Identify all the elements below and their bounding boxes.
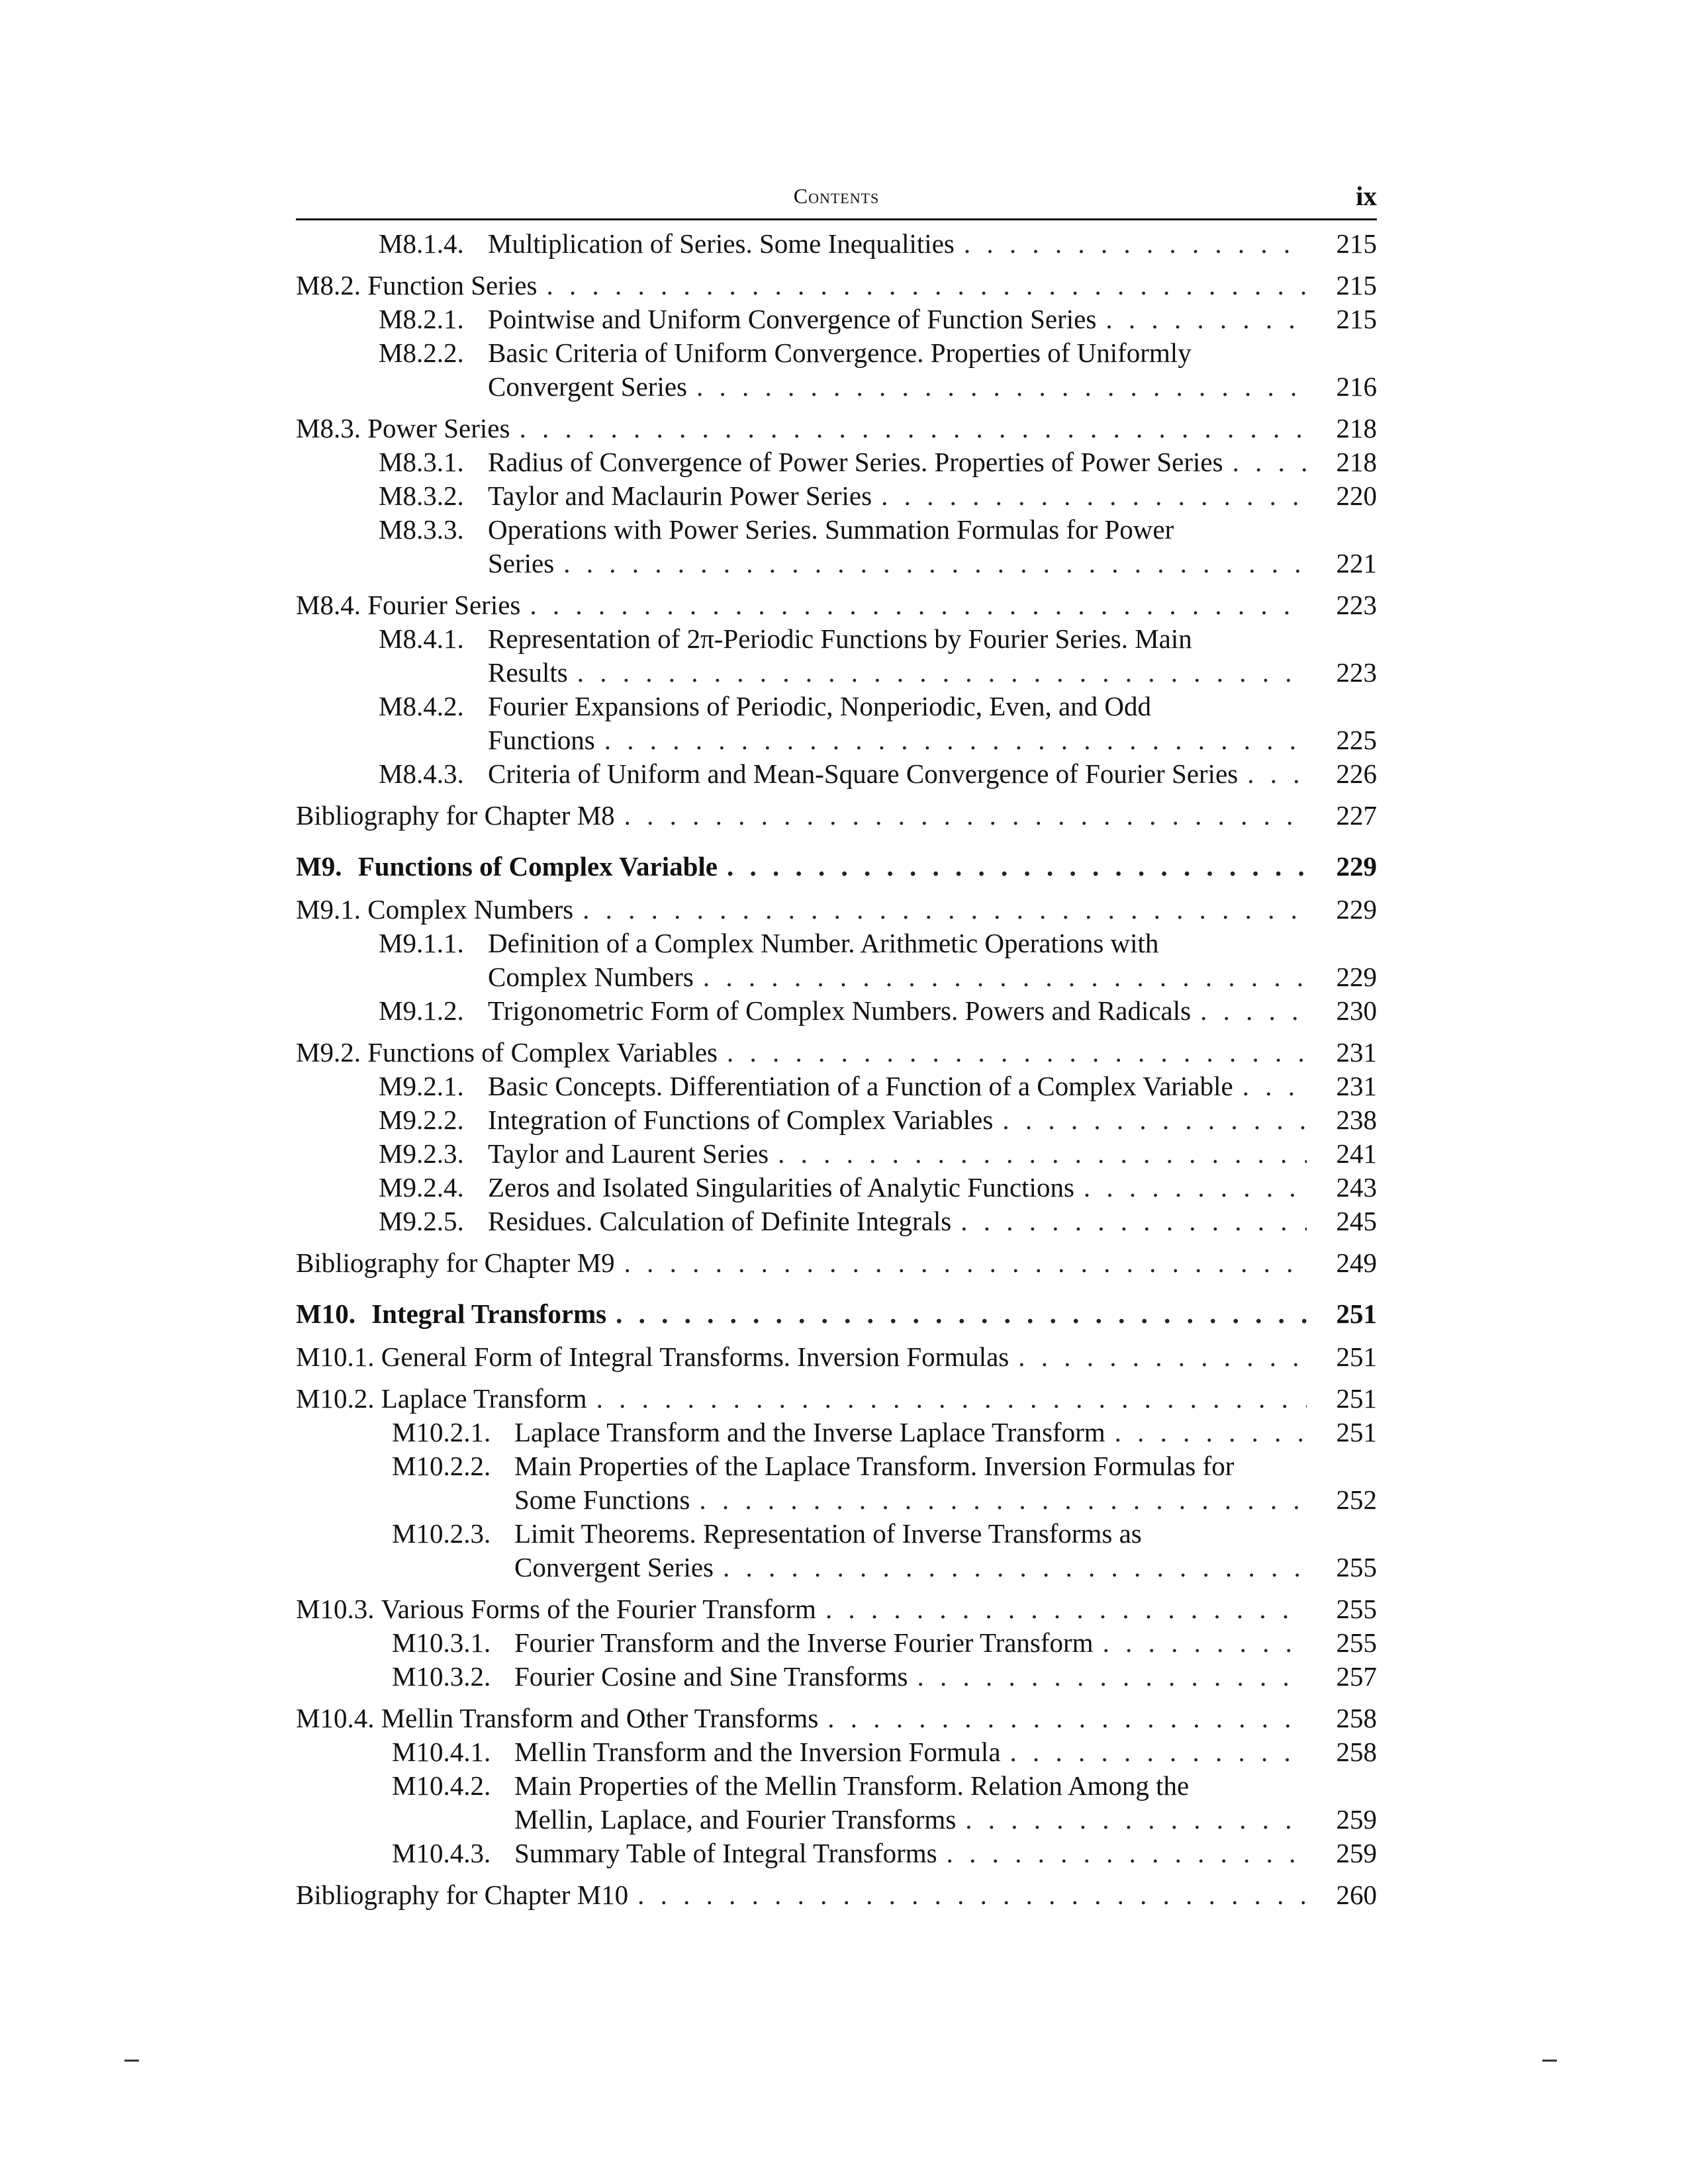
- toc-entry-code: M9.2.1.: [379, 1071, 464, 1101]
- toc-entry-page: 260: [1336, 1880, 1377, 1910]
- toc-entry-text: [488, 1205, 1327, 1238]
- toc-entry-code: M10.4.: [296, 1703, 381, 1733]
- toc-entry-code: M10.2.2.: [392, 1451, 491, 1481]
- leader-dots: [1233, 445, 1307, 479]
- toc-entry-text: [488, 757, 1327, 791]
- toc-entry-title: Bibliography for Chapter M10: [296, 1880, 629, 1910]
- toc-entry[interactable]: [296, 1769, 1377, 1837]
- toc-entry-code: M8.4.3.: [379, 758, 464, 789]
- toc-entry-text: [488, 994, 1327, 1028]
- toc-entry[interactable]: [296, 412, 1377, 445]
- toc-entry-title-line2: Convergent Series: [488, 371, 687, 402]
- toc-entry-title: Zeros and Isolated Singularities of Analytic Functions: [488, 1172, 1074, 1203]
- toc-entry-code: M8.2.1.: [379, 304, 464, 334]
- toc-entry[interactable]: [296, 1036, 1377, 1069]
- toc-entry-text: [367, 588, 1327, 622]
- toc-entry-code: M8.3.1.: [379, 447, 464, 477]
- leader-dots: [727, 850, 1307, 884]
- toc-entry[interactable]: [296, 1246, 1377, 1280]
- leader-dots: [577, 656, 1307, 690]
- toc-entry-page: 255: [1336, 1552, 1377, 1582]
- toc-entry-title-line2-wrap: [488, 370, 1327, 404]
- toc-entry[interactable]: [296, 893, 1377, 927]
- toc-entry-text: [514, 1837, 1327, 1870]
- toc-entry-page: 243: [1336, 1172, 1377, 1203]
- toc-entry-text: [358, 850, 1327, 884]
- leader-dots: [1103, 1626, 1307, 1660]
- leader-dots: [637, 1878, 1307, 1912]
- toc-entry-title: Residues. Calculation of Definite Integrals: [488, 1206, 952, 1236]
- toc-entry-code: M8.1.4.: [379, 228, 464, 259]
- toc-entry-text: [381, 1382, 1327, 1416]
- leader-dots: [965, 1803, 1307, 1837]
- toc-entry-text: [488, 927, 1327, 994]
- toc-entry-title-line2: Results: [488, 657, 568, 688]
- toc-entry-text: [367, 1036, 1327, 1069]
- toc-entry-page: 218: [1336, 413, 1377, 443]
- toc-entry-page: 258: [1336, 1737, 1377, 1767]
- toc-entry[interactable]: [296, 302, 1377, 336]
- toc-entry[interactable]: [296, 1205, 1377, 1238]
- toc-entry-page: 258: [1336, 1703, 1377, 1733]
- toc-entry-text: [488, 1103, 1327, 1137]
- toc-entry-code: M9.1.: [296, 894, 368, 925]
- toc-entry-text: [381, 1340, 1327, 1374]
- toc-entry-page: 223: [1336, 657, 1377, 688]
- toc-entry-text: [296, 799, 1327, 833]
- leader-dots: [1002, 1103, 1307, 1137]
- toc-entry-text: [488, 513, 1327, 580]
- toc-entry-text: [488, 479, 1327, 513]
- toc-entry-page: 251: [1336, 1342, 1377, 1372]
- leader-dots: [616, 1297, 1307, 1331]
- toc-entry[interactable]: [296, 850, 1377, 884]
- toc-entry-title: Laplace Transform and the Inverse Laplace Transform: [514, 1417, 1105, 1447]
- toc-entry-text: [367, 893, 1327, 927]
- toc-entry-page: 249: [1336, 1248, 1377, 1278]
- toc-entry-title-line2: Complex Numbers: [488, 962, 694, 992]
- toc-entry-text: [381, 1592, 1327, 1626]
- toc-entry-text: [488, 690, 1327, 757]
- toc-entry-text: [381, 1702, 1327, 1735]
- leader-dots: [917, 1660, 1307, 1694]
- toc-entry-title-line1: Representation of 2π-Periodic Functions by Fourier Series. Main: [488, 623, 1192, 654]
- toc-entry[interactable]: [296, 269, 1377, 302]
- toc-entry-code: M8.3.3.: [379, 514, 464, 545]
- toc-entry-text: [514, 1517, 1327, 1584]
- toc-entry-page: 252: [1336, 1484, 1377, 1515]
- toc-entry-page: 255: [1336, 1594, 1377, 1624]
- leader-dots: [778, 1137, 1307, 1171]
- toc-entry-title-line1: Basic Criteria of Uniform Convergence. Properties of Uniformly: [488, 338, 1192, 368]
- toc-entry-text: [514, 1735, 1327, 1769]
- toc-entry-text: [488, 302, 1327, 336]
- toc-entry-page: 231: [1336, 1071, 1377, 1101]
- toc-entry-title-line2-wrap: [488, 547, 1327, 580]
- toc-entry[interactable]: [296, 1103, 1377, 1137]
- leader-dots: [699, 1483, 1307, 1517]
- leader-dots: [727, 1036, 1307, 1069]
- toc-entry-page: 238: [1336, 1105, 1377, 1135]
- toc-entry[interactable]: [296, 1382, 1377, 1416]
- toc-entry-title: Trigonometric Form of Complex Numbers. Powers and Radicals: [488, 995, 1192, 1026]
- toc-entry-page: 257: [1336, 1661, 1377, 1692]
- toc-entry-title-line2: Mellin, Laplace, and Fourier Transforms: [514, 1804, 957, 1835]
- toc-entry-code: M10.3.: [296, 1594, 381, 1624]
- toc-entry[interactable]: [296, 445, 1377, 479]
- toc-entry-title: Integral Transforms: [371, 1298, 607, 1329]
- toc-entry[interactable]: [296, 1626, 1377, 1660]
- toc-entry-title-line2-wrap: [488, 723, 1327, 757]
- running-header: [296, 177, 1377, 220]
- leader-dots: [703, 960, 1307, 994]
- toc-entry[interactable]: [296, 1069, 1377, 1103]
- toc-entry-title: Power Series: [367, 413, 510, 443]
- toc-entry-page: 218: [1336, 447, 1377, 477]
- toc-entry-title: Mellin Transform and Other Transforms: [381, 1703, 819, 1733]
- toc-entry-title-line1: Definition of a Complex Number. Arithmetic Operations with: [488, 928, 1159, 958]
- toc-entry[interactable]: [296, 1416, 1377, 1449]
- toc-entry-title: Complex Numbers: [367, 894, 574, 925]
- toc-entry-text: [488, 445, 1327, 479]
- toc-entry-title: Pointwise and Uniform Convergence of Function Series: [488, 304, 1097, 334]
- toc-entry-code: M9.1.2.: [379, 995, 464, 1026]
- toc-entry-title-line2-wrap: [514, 1483, 1327, 1517]
- toc-entry-code: M10.2.3.: [392, 1518, 491, 1549]
- toc-entry-text: [488, 336, 1327, 404]
- toc-entry[interactable]: [296, 1702, 1377, 1735]
- toc-entry-text: [514, 1416, 1327, 1449]
- toc-entry[interactable]: [296, 690, 1377, 757]
- leader-dots: [964, 227, 1307, 261]
- toc-entry-code: M10.3.2.: [392, 1661, 491, 1692]
- toc-entry-page: 251: [1336, 1383, 1377, 1414]
- leader-dots: [696, 370, 1307, 404]
- header-page-number: ix: [1356, 181, 1377, 211]
- toc-entry-page: 223: [1336, 590, 1377, 620]
- toc-entry[interactable]: [296, 1735, 1377, 1769]
- toc-entry-page: 231: [1336, 1037, 1377, 1068]
- toc-entry-title: Function Series: [367, 270, 538, 300]
- toc-entry-code: M8.2.: [296, 270, 368, 300]
- toc-entry[interactable]: [296, 1878, 1377, 1912]
- table-of-contents: [296, 227, 1377, 1912]
- toc-entry-code: M8.4.2.: [379, 691, 464, 721]
- toc-entry-code: M9.: [296, 851, 349, 882]
- toc-entry[interactable]: [296, 1449, 1377, 1517]
- toc-entry-title-line2-wrap: [488, 960, 1327, 994]
- toc-entry[interactable]: [296, 513, 1377, 580]
- leader-dots: [563, 547, 1307, 580]
- toc-entry-title: Basic Concepts. Differentiation of a Function of a Complex Variable: [488, 1071, 1233, 1101]
- toc-entry-text: [514, 1449, 1327, 1517]
- toc-entry-title: Laplace Transform: [381, 1383, 587, 1414]
- toc-entry-page: 225: [1336, 725, 1377, 755]
- toc-entry-code: M8.3.2.: [379, 480, 464, 511]
- toc-entry-title: Fourier Cosine and Sine Transforms: [514, 1661, 908, 1692]
- toc-entry-code: M9.1.1.: [379, 928, 464, 958]
- toc-entry-page: 229: [1336, 962, 1377, 992]
- toc-entry-code: M8.3.: [296, 413, 368, 443]
- toc-entry[interactable]: [296, 1592, 1377, 1626]
- toc-entry-page: 230: [1336, 995, 1377, 1026]
- toc-entry[interactable]: [296, 1297, 1377, 1331]
- toc-entry-code: M10.4.1.: [392, 1737, 491, 1767]
- leader-dots: [1084, 1171, 1307, 1205]
- leader-dots: [596, 1382, 1307, 1416]
- toc-entry-code: M10.4.3.: [392, 1838, 491, 1868]
- crop-mark-left: [124, 2060, 139, 2062]
- toc-entry-text: [488, 227, 1327, 261]
- toc-entry-title: Integration of Functions of Complex Variables: [488, 1105, 994, 1135]
- toc-entry-title-line2-wrap: [488, 656, 1327, 690]
- toc-entry-page: 245: [1336, 1206, 1377, 1236]
- toc-entry-title: Bibliography for Chapter M8: [296, 800, 615, 831]
- toc-entry-text: [371, 1297, 1327, 1331]
- leader-dots: [961, 1205, 1307, 1238]
- toc-entry-title-line2-wrap: [514, 1551, 1327, 1584]
- toc-entry-page: 220: [1336, 480, 1377, 511]
- toc-entry[interactable]: [296, 227, 1377, 261]
- leader-dots: [583, 893, 1307, 927]
- toc-entry[interactable]: [296, 1837, 1377, 1870]
- toc-entry-code: M9.2.3.: [379, 1138, 464, 1169]
- leader-dots: [1018, 1340, 1307, 1374]
- toc-entry-title: General Form of Integral Transforms. Inversion Formulas: [381, 1342, 1009, 1372]
- toc-entry[interactable]: [296, 1517, 1377, 1584]
- toc-entry[interactable]: [296, 336, 1377, 404]
- toc-entry-page: 241: [1336, 1138, 1377, 1169]
- toc-entry-page: 216: [1336, 371, 1377, 402]
- toc-entry-title: Bibliography for Chapter M9: [296, 1248, 615, 1278]
- toc-entry-title: Fourier Transform and the Inverse Fourier Transform: [514, 1627, 1094, 1658]
- toc-entry-title-line1: Limit Theorems. Representation of Inverse Transforms as: [514, 1518, 1142, 1549]
- leader-dots: [1243, 1069, 1307, 1103]
- leader-dots: [519, 412, 1307, 445]
- toc-entry-code: M9.2.2.: [379, 1105, 464, 1135]
- toc-entry-page: 215: [1336, 270, 1377, 300]
- toc-entry-page: 259: [1336, 1804, 1377, 1835]
- toc-entry[interactable]: [296, 622, 1377, 690]
- leader-dots: [825, 1592, 1307, 1626]
- toc-entry-page: 226: [1336, 758, 1377, 789]
- toc-entry-text: [488, 1069, 1327, 1103]
- toc-entry-title: Various Forms of the Fourier Transform: [381, 1594, 816, 1624]
- toc-entry-page: 255: [1336, 1627, 1377, 1658]
- toc-entry-text: [367, 269, 1327, 302]
- toc-entry[interactable]: [296, 1660, 1377, 1694]
- toc-entry-page: 251: [1336, 1417, 1377, 1447]
- toc-entry[interactable]: [296, 588, 1377, 622]
- toc-entry-code: M8.4.: [296, 590, 368, 620]
- toc-entry-code: M8.2.2.: [379, 338, 464, 368]
- toc-entry-title: Taylor and Laurent Series: [488, 1138, 769, 1169]
- toc-entry-code: M10.1.: [296, 1342, 381, 1372]
- toc-entry-page: 259: [1336, 1838, 1377, 1868]
- leader-dots: [827, 1702, 1307, 1735]
- leader-dots: [624, 799, 1307, 833]
- toc-entry-text: [488, 622, 1327, 690]
- toc-entry-code: M10.3.1.: [392, 1627, 491, 1658]
- toc-entry-text: [488, 1171, 1327, 1205]
- toc-entry-code: M10.4.2.: [392, 1770, 491, 1801]
- toc-entry-code: M9.2.: [296, 1037, 368, 1068]
- toc-entry[interactable]: [296, 927, 1377, 994]
- toc-entry[interactable]: [296, 479, 1377, 513]
- toc-entry-title: Functions of Complex Variable: [357, 851, 718, 882]
- toc-entry-code: M10.2.: [296, 1383, 381, 1414]
- toc-entry[interactable]: [296, 799, 1377, 833]
- leader-dots: [604, 723, 1307, 757]
- toc-entry-title-line1: Main Properties of the Mellin Transform. Relation Among the: [514, 1770, 1190, 1801]
- toc-entry-text: [514, 1626, 1327, 1660]
- leader-dots: [1115, 1416, 1307, 1449]
- toc-entry-page: 215: [1336, 228, 1377, 259]
- toc-entry-title: Radius of Convergence of Power Series. Properties of Power Series: [488, 447, 1223, 477]
- toc-entry-page: 229: [1336, 894, 1377, 925]
- toc-entry-code: M10.: [296, 1298, 363, 1329]
- leader-dots: [881, 479, 1307, 513]
- toc-entry-title: Criteria of Uniform and Mean-Square Convergence of Fourier Series: [488, 758, 1239, 789]
- toc-entry[interactable]: [296, 757, 1377, 791]
- header-title: [296, 184, 1377, 208]
- toc-entry-page: 229: [1336, 851, 1377, 882]
- toc-entry[interactable]: [296, 994, 1377, 1028]
- toc-entry-code: M9.2.4.: [379, 1172, 464, 1203]
- toc-entry[interactable]: [296, 1340, 1377, 1374]
- toc-entry-title-line1: Fourier Expansions of Periodic, Nonperiodic, Even, and Odd: [488, 691, 1152, 721]
- toc-entry-title-line2: Functions: [488, 725, 595, 755]
- toc-entry-title-line2: Some Functions: [514, 1484, 690, 1515]
- toc-entry-title: Functions of Complex Variables: [367, 1037, 718, 1068]
- leader-dots: [1010, 1735, 1307, 1769]
- contents-page: [296, 177, 1377, 1912]
- toc-entry-page: 251: [1336, 1298, 1377, 1329]
- toc-entry-text: [296, 1246, 1327, 1280]
- crop-mark-right: [1542, 2060, 1557, 2062]
- leader-dots: [947, 1837, 1307, 1870]
- leader-dots: [546, 269, 1307, 302]
- toc-entry-text: [514, 1660, 1327, 1694]
- toc-entry-code: M10.2.1.: [392, 1417, 491, 1447]
- toc-entry[interactable]: [296, 1137, 1377, 1171]
- leader-dots: [1105, 302, 1307, 336]
- leader-dots: [530, 588, 1307, 622]
- toc-entry-title: Taylor and Maclaurin Power Series: [488, 480, 872, 511]
- toc-entry-title-line2: Convergent Series: [514, 1552, 714, 1582]
- toc-entry-title-line1: Operations with Power Series. Summation Formulas for Power: [488, 514, 1174, 545]
- toc-entry-title: Multiplication of Series. Some Inequalities: [488, 228, 955, 259]
- toc-entry-text: [367, 412, 1327, 445]
- toc-entry-title-line2-wrap: [514, 1803, 1327, 1837]
- leader-dots: [1247, 757, 1307, 791]
- toc-entry-text: [296, 1878, 1327, 1912]
- toc-entry-title-line2: Series: [488, 548, 555, 578]
- leader-dots: [624, 1246, 1307, 1280]
- toc-entry-code: M8.4.1.: [379, 623, 464, 654]
- header-title-text: Contents: [793, 184, 880, 208]
- toc-entry-title: Summary Table of Integral Transforms: [514, 1838, 937, 1868]
- leader-dots: [723, 1551, 1307, 1584]
- toc-entry-page: 215: [1336, 304, 1377, 334]
- toc-entry-title-line1: Main Properties of the Laplace Transform. Inversion Formulas for: [514, 1451, 1235, 1481]
- toc-entry-title: Fourier Series: [367, 590, 521, 620]
- toc-entry-text: [514, 1769, 1327, 1837]
- toc-entry-code: M9.2.5.: [379, 1206, 464, 1236]
- toc-entry[interactable]: [296, 1171, 1377, 1205]
- toc-entry-text: [488, 1137, 1327, 1171]
- toc-entry-page: 227: [1336, 800, 1377, 831]
- leader-dots: [1200, 994, 1307, 1028]
- toc-entry-page: 221: [1336, 548, 1377, 578]
- toc-entry-title: Mellin Transform and the Inversion Formula: [514, 1737, 1001, 1767]
